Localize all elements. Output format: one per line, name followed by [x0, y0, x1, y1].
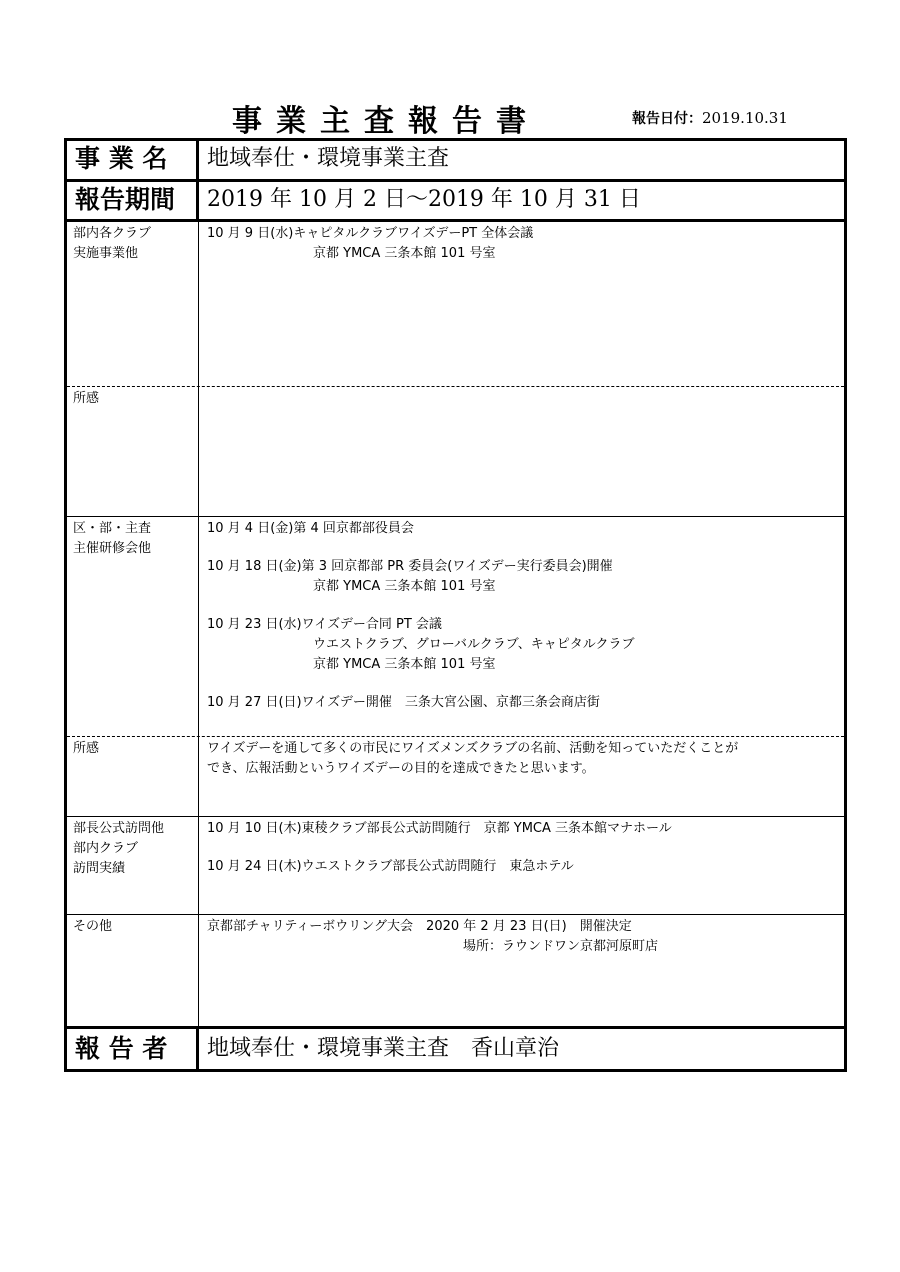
- district-event-3: 10 月 23 日(水)ワイズデー合同 PT 会議: [207, 617, 442, 632]
- club-events-content: [199, 222, 844, 264]
- report-date: [632, 108, 788, 128]
- other-line2: 場所：ラウンドワン京都河原町店: [463, 939, 659, 954]
- impression2-label: 所感: [73, 741, 100, 756]
- district-events-content: [199, 517, 844, 713]
- impression2-row: [67, 736, 844, 816]
- impression2-line2: でき、広報活動というワイズデーの目的を達成できたと思います。: [207, 761, 595, 776]
- visits-row: [67, 816, 844, 914]
- club-events-label: 部内各クラブ 実施事業他: [73, 226, 152, 261]
- club-event-line: 10 月 9 日(水)キャピタルクラブワイズデーPT 全体会議: [207, 226, 534, 241]
- impression1-content: [199, 387, 844, 389]
- impression1-label: 所感: [73, 391, 100, 406]
- reporter-label: 報 告 者: [75, 1034, 168, 1063]
- impression1-row: [67, 386, 844, 516]
- period-value: 2019 年 10 月 2 日～2019 年 10 月 31 日: [207, 187, 641, 212]
- reporter-value: 地域奉仕・環境事業主査 香山章治: [207, 1036, 560, 1061]
- other-content: [199, 915, 844, 957]
- report-date-value: 2019.10.31: [702, 109, 788, 127]
- district-event-4: 10 月 27 日(日)ワイズデー開催 三条大宮公園、京都三条会商店街: [207, 695, 600, 710]
- district-event-1: 10 月 4 日(金)第 4 回京都部役員会: [207, 521, 414, 536]
- club-events-row: [67, 219, 844, 386]
- reporter-row: [67, 1026, 844, 1069]
- report-table: [64, 138, 847, 1072]
- project-row: [67, 141, 844, 179]
- project-label: 事 業 名: [75, 144, 168, 173]
- other-row: [67, 914, 844, 1026]
- project-value: 地域奉仕・環境事業主査: [207, 146, 450, 171]
- club-event-venue: 京都 YMCA 三条本館 101 号室: [313, 246, 496, 261]
- visits-content: [199, 817, 844, 877]
- other-label: その他: [73, 919, 113, 934]
- visit-2: 10 月 24 日(木)ウエストクラブ部長公式訪問随行 東急ホテル: [207, 859, 574, 874]
- district-event-3-clubs: ウエストクラブ、グローバルクラブ、キャピタルクラブ: [313, 637, 635, 652]
- report-date-label: 報告日付：: [632, 111, 702, 127]
- district-event-2-venue: 京都 YMCA 三条本館 101 号室: [313, 579, 496, 594]
- district-event-3-venue: 京都 YMCA 三条本館 101 号室: [313, 657, 496, 672]
- impression2-line1: ワイズデーを通して多くの市民にワイズメンズクラブの名前、活動を知っていただくことが: [207, 741, 739, 756]
- district-event-2: 10 月 18 日(金)第 3 回京都部 PR 委員会(ワイズデー実行委員会)開催: [207, 559, 613, 574]
- impression2-content: [199, 737, 844, 779]
- document-title: 事業主査報告書: [232, 104, 540, 139]
- other-line1: 京都部チャリティーボウリング大会 2020 年 2 月 23 日(日) 開催決定: [207, 919, 632, 934]
- district-events-label: 区・部・主査 主催研修会他: [73, 521, 152, 556]
- period-label: 報告期間: [75, 185, 176, 214]
- visits-label: 部長公式訪問他 部内クラブ 訪問実績: [73, 821, 165, 876]
- visit-1: 10 月 10 日(木)東稜クラブ部長公式訪問随行 京都 YMCA 三条本館マナホール: [207, 821, 672, 836]
- period-row: [67, 179, 844, 219]
- district-events-row: [67, 516, 844, 736]
